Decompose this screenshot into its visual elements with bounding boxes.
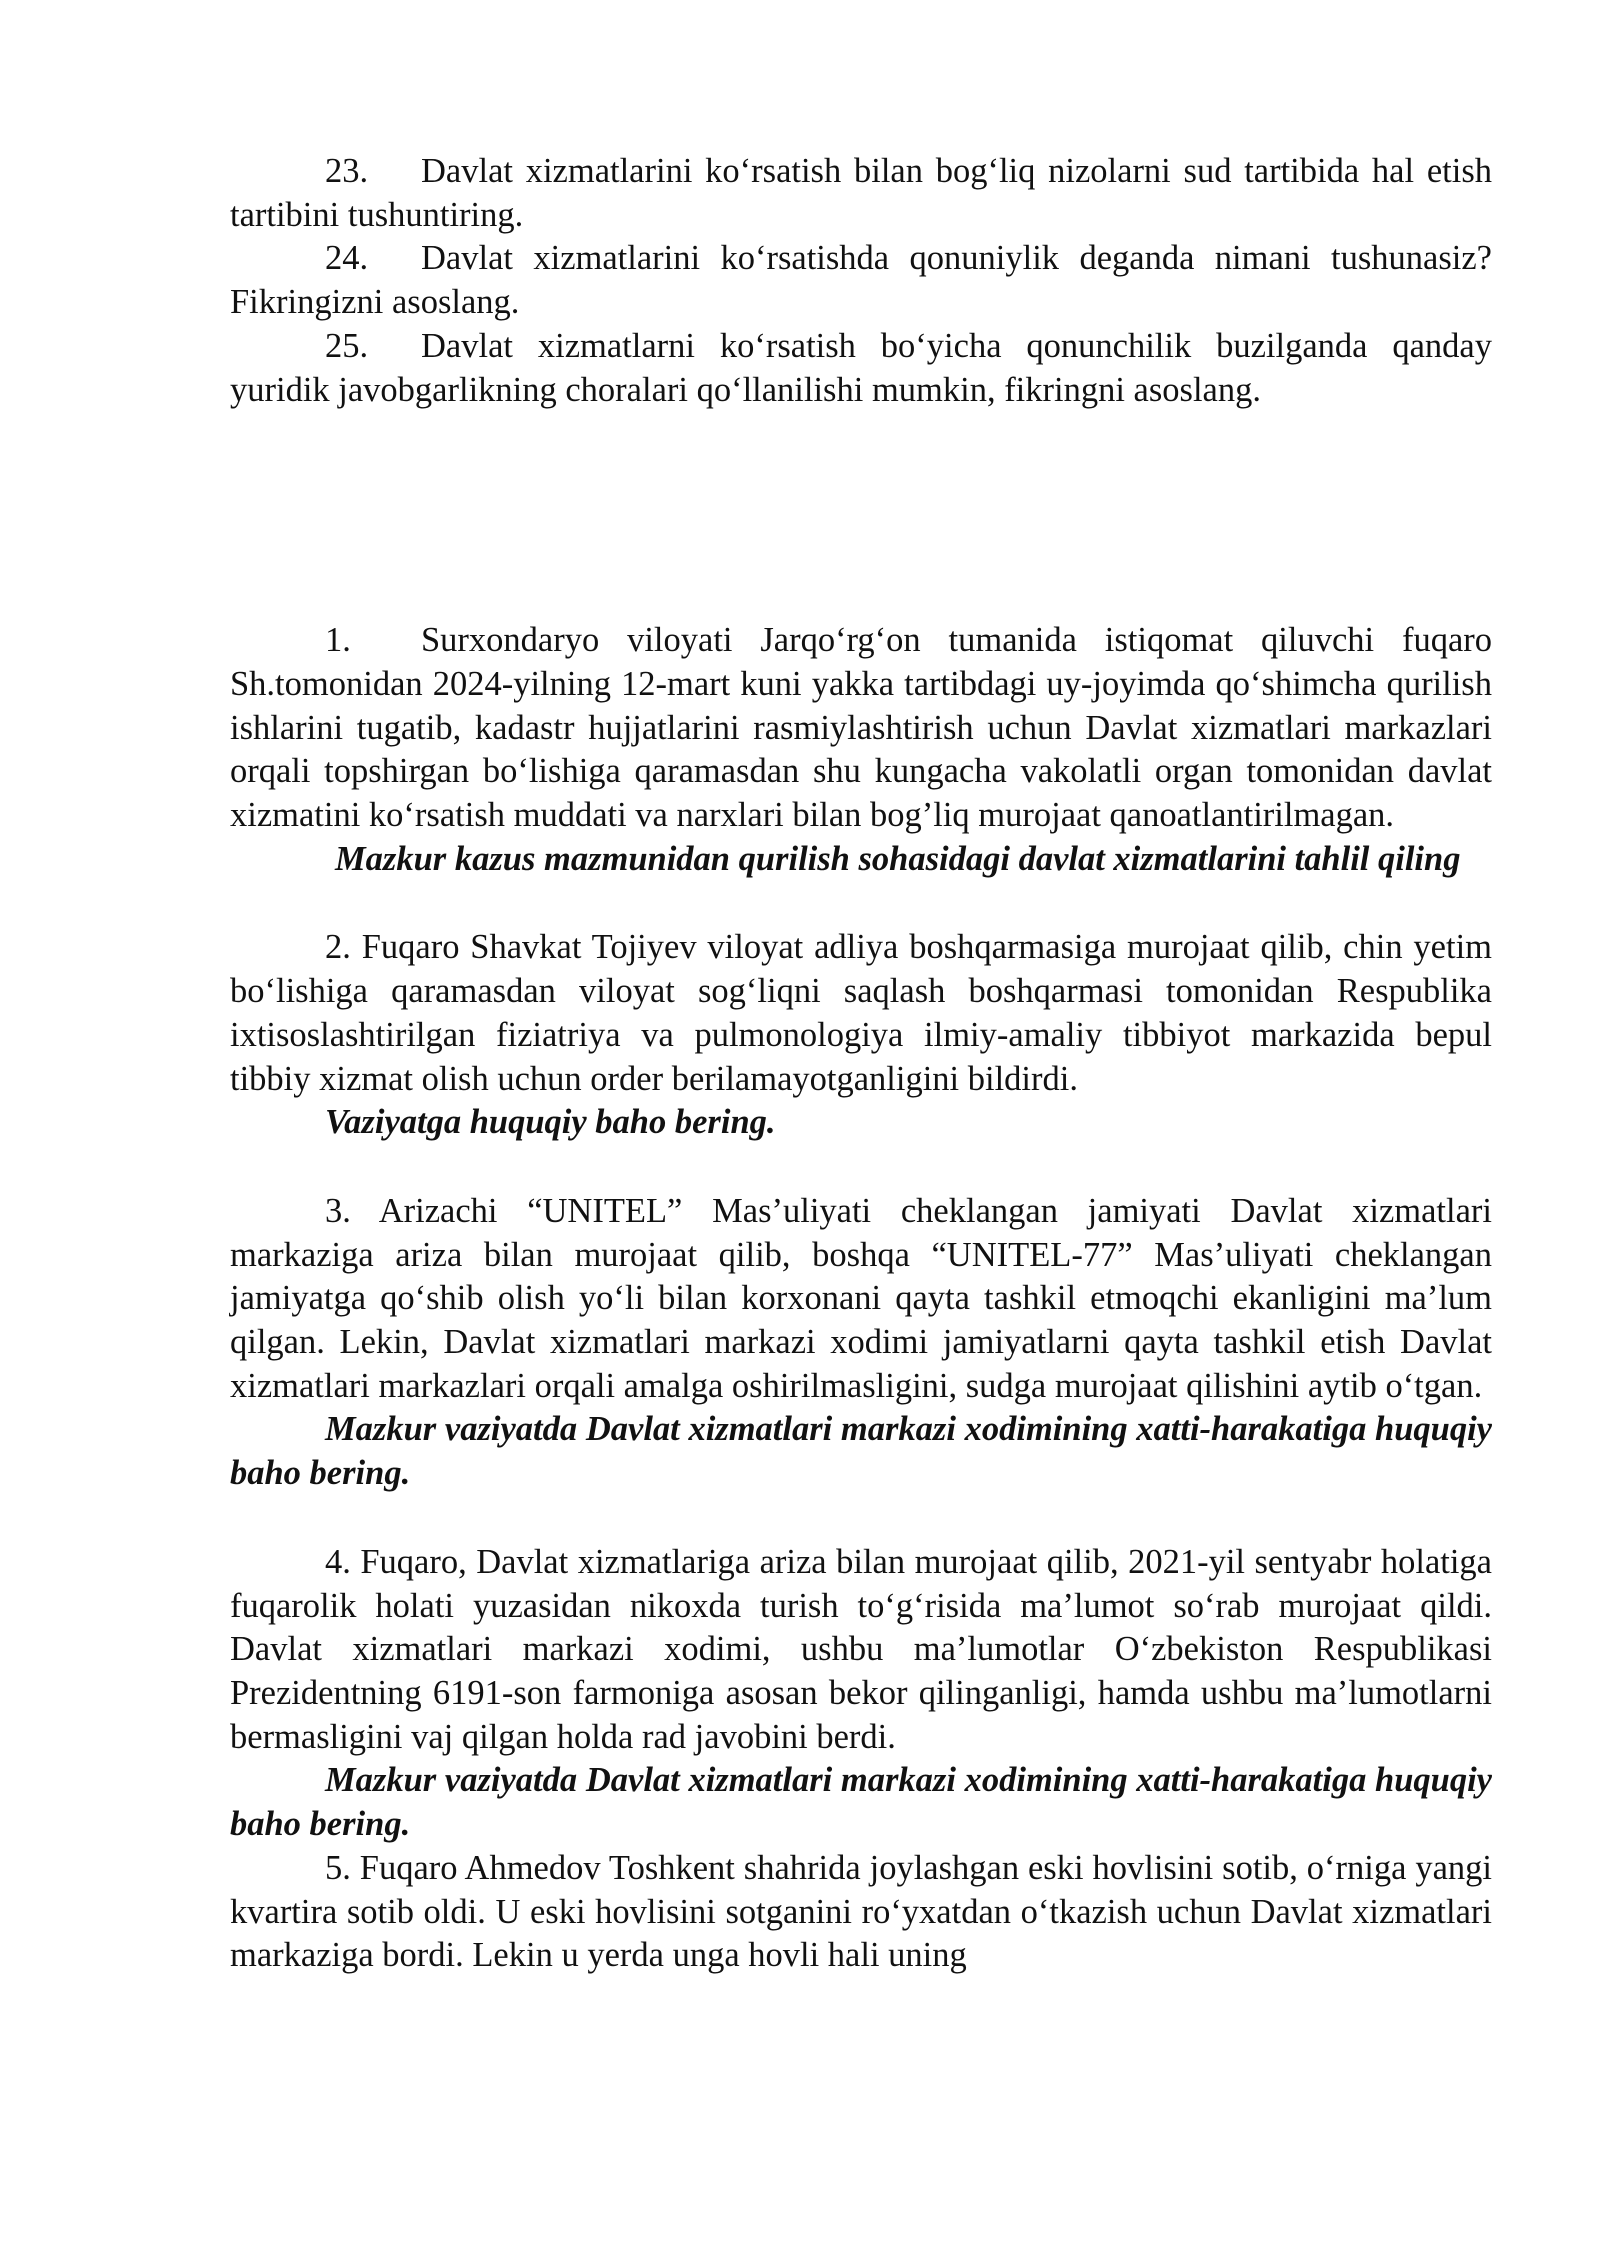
question-number: 24. bbox=[325, 239, 369, 278]
case-text: Fuqaro Shavkat Tojiyev viloyat adliya boshqarmasiga murojaat qilib, chin yetim bo‘lishiga qaramasdan viloyat sog‘liqni saqlash boshqarmasi tomonidan Respublika ixtisoslashtirilgan fiziatriya va pulmonologiya ilmiy-amaliy tibbiyot markazida bepul tibbiy xizmat olish uchun order berilamayotganligini bildirdi. bbox=[230, 928, 1492, 1098]
case-spacer bbox=[230, 881, 1492, 926]
case-text: Fuqaro Ahmedov Toshkent shahrida joylashgan eski hovlisini sotib, o‘rniga yangi kvartira sotib oldi. U eski hovlisini sotganini ro‘yxatdan o‘tkazish uchun Davlat xizmatlari markaziga bordi. Lekin u yerda unga hovli hali uning bbox=[230, 1848, 1492, 1975]
case-1-task: Mazkur kazus mazmunidan qurilish sohasidagi davlat xizmatlarini tahlil qiling bbox=[335, 839, 1461, 878]
case-number: 3. bbox=[325, 1191, 351, 1230]
question-number: 25. bbox=[325, 326, 369, 365]
case-number: 2. bbox=[325, 928, 351, 967]
case-1 bbox=[230, 619, 1492, 838]
case-4 bbox=[230, 1541, 1492, 1760]
question-25 bbox=[230, 325, 1492, 412]
section-spacer bbox=[230, 412, 1492, 619]
case-spacer bbox=[230, 1496, 1492, 1541]
question-text: Davlat xizmatlarni ko‘rsatish bo‘yicha qonunchilik buzilganda qanday yuridik javobgarlikning choralari qo‘llanilishi mumkin, fikringni asoslang. bbox=[230, 326, 1492, 409]
question-text: Davlat xizmatlarini ko‘rsatish bilan bog‘liq nizolarni sud tartibida hal etish tartibini tushuntiring. bbox=[230, 152, 1492, 234]
case-text: Surxondaryo viloyati Jarqo‘rg‘on tumanida istiqomat qiluvchi fuqaro Sh.tomonidan 2024-yilning 12-mart kuni yakka tartibdagi uy-joyimda qo‘shimcha qurilish ishlarini tugatib, kadastr hujjatlarini rasmiylashtirish uchun Davlat xizmatlari markazlari orqali topshirgan bo‘lishiga qaramasdan shu kungacha vakolatli organ tomonidan davlat xizmatini ko‘rsatish muddati va narxlari bilan bog’liq murojaat qanoatlantirilmagan. bbox=[230, 621, 1492, 835]
question-text: Davlat xizmatlarini ko‘rsatishda qonuniylik deganda nimani tushunasiz? Fikringizni asoslang. bbox=[230, 239, 1492, 322]
case-3 bbox=[230, 1190, 1492, 1409]
case-4-task: Mazkur vaziyatda Davlat xizmatlari markazi xodimining xatti-harakatiga huquqiy baho bering. bbox=[230, 1761, 1492, 1844]
case-spacer bbox=[230, 1145, 1492, 1190]
case-number: 4. bbox=[325, 1542, 351, 1581]
case-text: Arizachi “UNITEL” Mas’uliyati cheklangan jamiyati Davlat xizmatlari markaziga ariza bilan murojaat qilib, boshqa “UNITEL-77” Mas’uliyati cheklangan jamiyatga qo‘shib olish yo‘li bilan korxonani qayta tashkil etmoqchi ekanligini ma’lum qilgan. Lekin, Davlat xizmatlari markazi xodimi jamiyatlarni qayta tashkil etish Davlat xizmatlari markazlari orqali amalga oshirilmasligini, sudga murojaat qilishini aytib o‘tgan. bbox=[230, 1191, 1492, 1405]
case-number: 1. bbox=[325, 621, 351, 660]
case-2 bbox=[230, 926, 1492, 1101]
document-page bbox=[230, 150, 1492, 1978]
question-23 bbox=[230, 150, 1492, 237]
case-2-task: Vaziyatga huquqiy baho bering. bbox=[325, 1103, 776, 1142]
case-3-task: Mazkur vaziyatda Davlat xizmatlari markazi xodimining xatti-harakatiga huquqiy baho bering. bbox=[230, 1410, 1492, 1493]
case-5 bbox=[230, 1847, 1492, 1978]
question-24 bbox=[230, 237, 1492, 324]
question-number: 23. bbox=[325, 152, 369, 190]
case-text: Fuqaro, Davlat xizmatlariga ariza bilan murojaat qilib, 2021-yil sentyabr holatiga fuqarolik holati yuzasidan nikoxda turish to‘g‘risida ma’lumot so‘rab murojaat qildi. Davlat xizmatlari markazi xodimi, ushbu ma’lumotlar O‘zbekiston Respublikasi Prezidentning 6191-son farmoniga asosan bekor qilinganligi, hamda ushbu ma’lumotlarni bermasligini vaj qilgan holda rad javobini berdi. bbox=[230, 1542, 1492, 1756]
case-number: 5. bbox=[325, 1848, 351, 1887]
